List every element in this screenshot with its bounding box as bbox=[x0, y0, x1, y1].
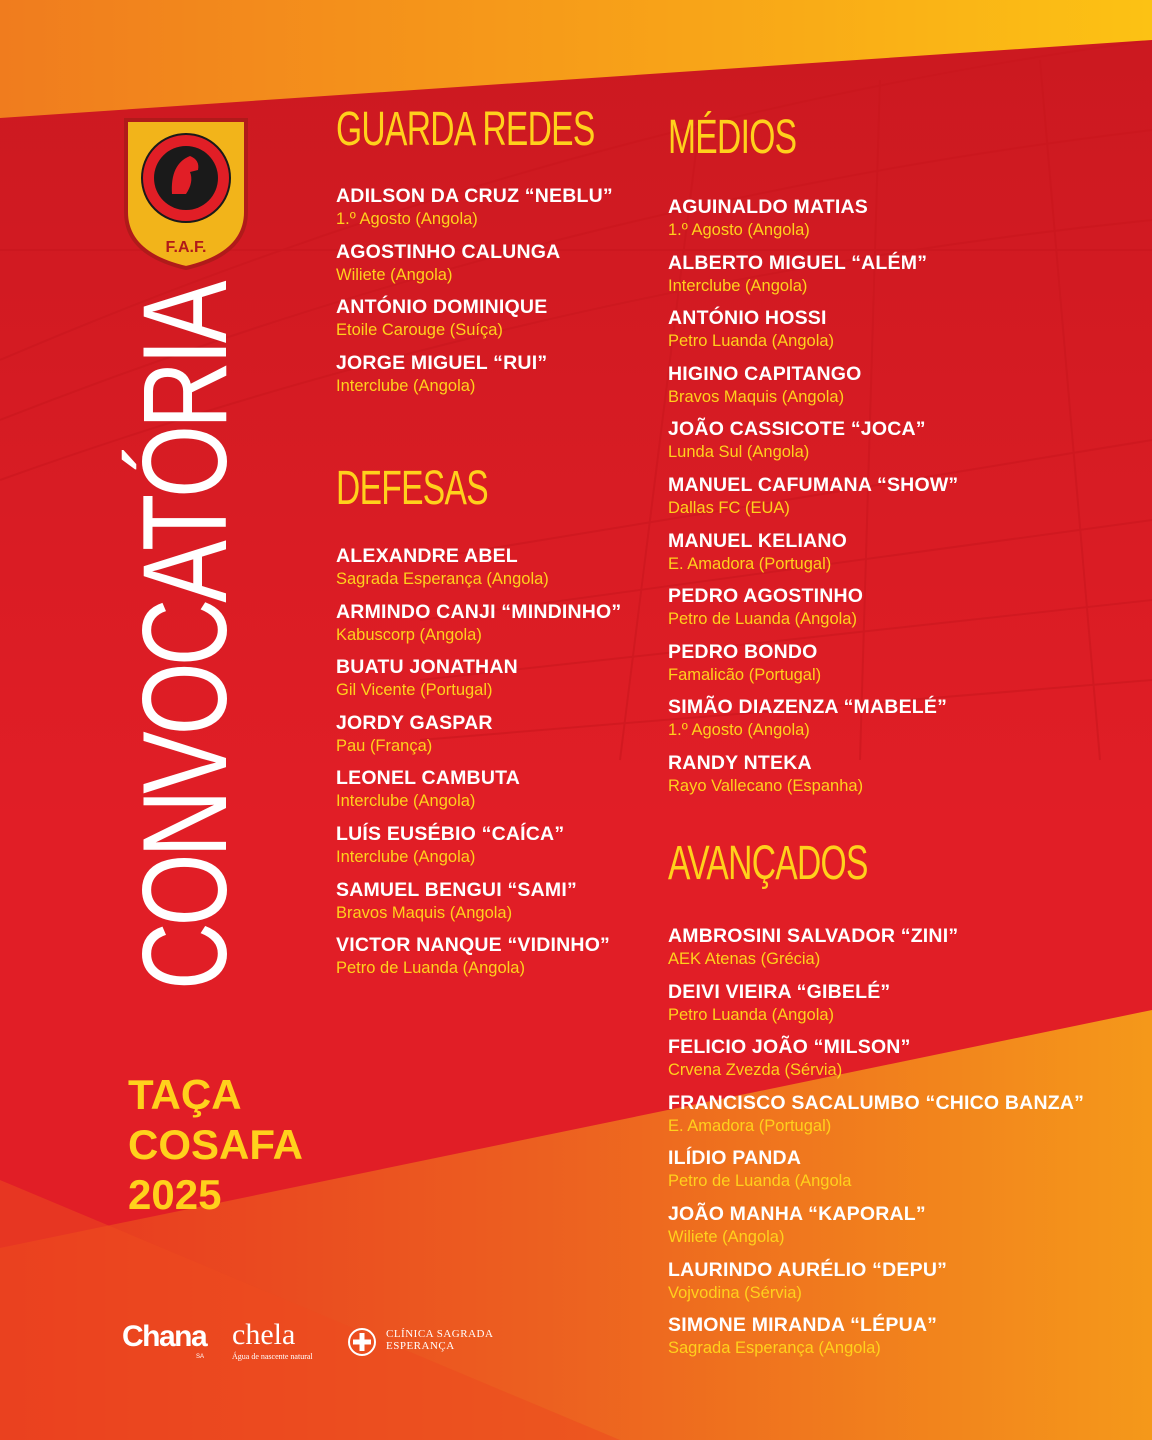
page-title-text: CONVOCATÓRIA bbox=[118, 284, 252, 990]
player-name: ILÍDIO PANDA bbox=[668, 1147, 802, 1170]
player-item bbox=[668, 1258, 1084, 1314]
player-item bbox=[668, 1146, 1084, 1202]
player-item bbox=[668, 195, 958, 251]
player-name: SIMÃO DIAZENZA “MABELÉ” bbox=[668, 696, 948, 719]
player-list bbox=[668, 924, 1084, 1369]
player-name: ALEXANDRE ABEL bbox=[336, 545, 518, 567]
player-name: FRANCISCO SACALUMBO “CHICO BANZA” bbox=[668, 1091, 1085, 1114]
player-club: 1.º Agosto (Angola) bbox=[668, 721, 810, 740]
player-name: MANUEL KELIANO bbox=[668, 529, 848, 552]
player-club: Etoile Carouge (Suíça) bbox=[336, 321, 503, 340]
player-item bbox=[668, 1091, 1084, 1147]
player-club: Rayo Vallecano (Espanha) bbox=[668, 776, 864, 795]
player-club: Interclube (Angola) bbox=[336, 847, 476, 866]
player-club: Petro Luanda (Angola) bbox=[668, 332, 835, 351]
player-name: AMBROSINI SALVADOR “ZINI” bbox=[668, 925, 959, 947]
player-name: ARMINDO CANJI “MINDINHO” bbox=[336, 600, 622, 623]
player-club: Sagrada Esperança (Angola) bbox=[336, 570, 549, 588]
player-item bbox=[336, 933, 621, 989]
player-name: JORGE MIGUEL “RUI” bbox=[336, 351, 548, 374]
player-item bbox=[668, 362, 958, 418]
player-club: Wiliete (Angola) bbox=[668, 1227, 785, 1246]
sponsor-chela-tagline: Água de nascente natural bbox=[232, 1352, 313, 1361]
player-name: ALBERTO MIGUEL “ALÉM” bbox=[668, 251, 928, 274]
player-item bbox=[668, 417, 958, 473]
sponsor-chana-sub: SA bbox=[196, 1354, 205, 1360]
section-guarda-redes bbox=[336, 104, 705, 406]
player-item bbox=[668, 695, 958, 751]
sponsor-chana: Chana bbox=[122, 1320, 207, 1353]
section-medios bbox=[668, 112, 958, 807]
player-club: Sagrada Esperança (Angola) bbox=[668, 1339, 881, 1358]
player-name: SAMUEL BENGUI “SAMI” bbox=[336, 878, 577, 901]
player-name: PEDRO BONDO bbox=[668, 640, 818, 663]
section-title bbox=[336, 104, 705, 156]
player-name: JOÃO CASSICOTE “JOCA” bbox=[668, 418, 926, 441]
section-title bbox=[668, 112, 958, 164]
player-item bbox=[336, 544, 621, 600]
sponsor-clinic-line-1: CLÍNICA SAGRADA bbox=[386, 1328, 494, 1340]
sponsors bbox=[122, 1318, 502, 1364]
player-name: ANTÓNIO HOSSI bbox=[668, 307, 827, 330]
sponsor-clinic-line-2: ESPERANÇA bbox=[386, 1340, 455, 1352]
player-item bbox=[668, 924, 1084, 980]
player-club: AEK Atenas (Grécia) bbox=[668, 950, 821, 968]
player-name: AGUINALDO MATIAS bbox=[668, 196, 868, 218]
player-club: 1.º Agosto (Angola) bbox=[336, 210, 478, 228]
player-club: Petro de Luanda (Angola) bbox=[336, 959, 525, 978]
player-item bbox=[668, 1202, 1084, 1258]
player-name: RANDY NTEKA bbox=[668, 751, 812, 774]
player-item bbox=[668, 980, 1084, 1036]
player-club: Bravos Maquis (Angola) bbox=[668, 387, 845, 406]
player-club: Interclube (Angola) bbox=[336, 792, 476, 811]
player-club: Gil Vicente (Portugal) bbox=[336, 681, 493, 700]
player-club: Pau (França) bbox=[336, 736, 433, 755]
player-club: 1.º Agosto (Angola) bbox=[668, 221, 810, 239]
player-name: JOÃO MANHA “KAPORAL” bbox=[668, 1202, 926, 1225]
player-name: PEDRO AGOSTINHO bbox=[668, 585, 864, 608]
player-item bbox=[336, 184, 705, 240]
player-club: E. Amadora (Portugal) bbox=[668, 554, 832, 573]
cup-line-3: 2025 bbox=[128, 1171, 222, 1218]
page-title bbox=[118, 284, 252, 990]
player-item bbox=[336, 295, 705, 351]
sponsor-chela: chela bbox=[232, 1318, 296, 1351]
player-item bbox=[336, 655, 621, 711]
section-title bbox=[336, 463, 621, 515]
faf-logo bbox=[120, 112, 252, 272]
player-club: Lunda Sul (Angola) bbox=[668, 443, 810, 462]
player-item bbox=[668, 473, 958, 529]
player-name: SIMONE MIRANDA “LÉPUA” bbox=[668, 1314, 938, 1337]
player-list bbox=[336, 184, 705, 406]
player-name: LAURINDO AURÉLIO “DEPU” bbox=[668, 1258, 948, 1281]
player-item bbox=[668, 751, 958, 807]
player-item bbox=[336, 822, 621, 878]
player-club: Wiliete (Angola) bbox=[336, 265, 453, 284]
player-name: ANTÓNIO DOMINIQUE bbox=[336, 296, 548, 319]
section-title-text: MÉDIOS bbox=[668, 111, 797, 164]
player-club: Petro de Luanda (Angola bbox=[668, 1172, 852, 1191]
player-name: BUATU JONATHAN bbox=[336, 656, 518, 679]
player-item bbox=[336, 766, 621, 822]
section-title bbox=[668, 838, 1084, 890]
logo-initials: F.A.F. bbox=[165, 239, 207, 256]
player-name: ADILSON DA CRUZ “NEBLU” bbox=[336, 185, 613, 207]
player-name: JORDY GASPAR bbox=[336, 711, 493, 734]
player-item bbox=[668, 1035, 1084, 1091]
player-item bbox=[668, 306, 958, 362]
player-name: LUÍS EUSÉBIO “CAÍCA” bbox=[336, 822, 565, 845]
player-item bbox=[668, 251, 958, 307]
player-club: Interclube (Angola) bbox=[336, 376, 476, 395]
player-name: HIGINO CAPITANGO bbox=[668, 362, 862, 385]
section-title-text: GUARDA REDES bbox=[336, 103, 595, 156]
player-name: LEONEL CAMBUTA bbox=[336, 767, 521, 790]
section-title-text: DEFESAS bbox=[336, 462, 488, 515]
section-avancados bbox=[668, 838, 1084, 1369]
player-name: MANUEL CAFUMANA “SHOW” bbox=[668, 473, 959, 496]
player-club: Bravos Maquis (Angola) bbox=[336, 903, 513, 922]
player-item bbox=[668, 640, 958, 696]
player-item bbox=[336, 711, 621, 767]
player-club: Dallas FC (EUA) bbox=[668, 498, 790, 517]
player-name: AGOSTINHO CALUNGA bbox=[336, 240, 561, 263]
player-item bbox=[336, 878, 621, 934]
player-club: Petro de Luanda (Angola) bbox=[668, 610, 857, 629]
player-name: DEIVI VIEIRA “GIBELÉ” bbox=[668, 980, 891, 1003]
sponsor-clinic bbox=[386, 1328, 493, 1352]
player-item bbox=[668, 1313, 1084, 1369]
player-club: Famalicão (Portugal) bbox=[668, 665, 822, 684]
section-defesas bbox=[336, 463, 621, 989]
cup-line-2: COSAFA bbox=[128, 1121, 304, 1168]
player-list bbox=[668, 195, 958, 807]
player-item bbox=[336, 240, 705, 296]
player-name: FELICIO JOÃO “MILSON” bbox=[668, 1036, 911, 1059]
player-item bbox=[668, 584, 958, 640]
player-name: VICTOR NANQUE “VIDINHO” bbox=[336, 934, 611, 957]
cup-line-1: TAÇA bbox=[128, 1071, 242, 1118]
player-item bbox=[336, 600, 621, 656]
player-club: E. Amadora (Portugal) bbox=[668, 1116, 832, 1135]
cup-title bbox=[128, 1070, 303, 1220]
player-club: Petro Luanda (Angola) bbox=[668, 1005, 835, 1024]
player-item bbox=[336, 351, 705, 407]
player-club: Interclube (Angola) bbox=[668, 276, 808, 295]
player-list bbox=[336, 544, 621, 989]
section-title-text: AVANÇADOS bbox=[668, 837, 868, 890]
player-club: Vojvodina (Sérvia) bbox=[668, 1283, 802, 1302]
player-club: Kabuscorp (Angola) bbox=[336, 625, 482, 644]
player-club: Crvena Zvezda (Sérvia) bbox=[668, 1061, 843, 1080]
clinic-cross-icon bbox=[346, 1326, 378, 1358]
player-item bbox=[668, 529, 958, 585]
